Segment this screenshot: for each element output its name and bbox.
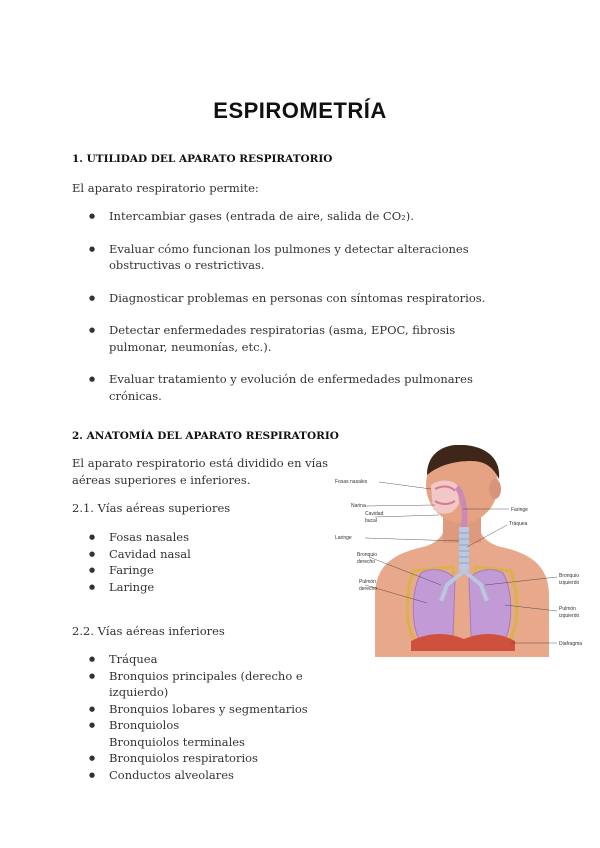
label-bronquio-izquierdo-2: izquierdo: [559, 580, 580, 586]
label-fosas-nasales: Fosas nasales: [335, 479, 368, 485]
list-item: ● Bronquiolos respiratorios: [72, 750, 362, 767]
subsection-upper-heading: 2.1. Vías aéreas superiores: [72, 501, 231, 515]
label-cavidad-bucal: bucal: [365, 518, 377, 524]
lower-airways-list: [72, 651, 362, 783]
page-title: ESPIROMETRÍA: [213, 98, 387, 123]
label-pulmon-derecho-2: derecho: [359, 586, 378, 592]
label-bronquio-izquierdo: Bronquio: [559, 573, 580, 579]
section1-intro: El aparato respiratorio permite:: [72, 181, 259, 195]
label-narina: Narina: [351, 503, 366, 509]
label-traquea: Tráquea: [509, 521, 528, 527]
list-item: ● Detectar enfermedades respiratorias (asma, EPOC, fibrosis pulmonar, neumonías, etc.).: [72, 322, 512, 355]
section2-intro: El aparato respiratorio está dividido en vías aéreas superiores e inferiores.: [72, 456, 329, 487]
list-item: ● Faringe: [72, 562, 332, 579]
label-laringe: Laringe: [335, 535, 352, 541]
respiratory-anatomy-illustration: [335, 445, 587, 657]
list-item: ● Intercambiar gases (entrada de aire, salida de CO₂).: [72, 208, 512, 225]
list-item: ● Evaluar tratamiento y evolución de enfermedades pulmonares crónicas.: [72, 371, 512, 404]
list-item: ● Fosas nasales: [72, 529, 332, 546]
upper-airways-list: [72, 529, 332, 595]
label-bronquio-derecho: Bronquio: [357, 552, 378, 558]
subsection-lower-heading: 2.2. Vías aéreas inferiores: [72, 624, 225, 638]
section2-heading: 2. ANATOMÍA DEL APARATO RESPIRATORIO: [72, 430, 339, 442]
label-pulmon-izquierdo-2: izquierdo: [559, 613, 580, 619]
list-item: Bronquiolos terminales: [109, 734, 245, 749]
list-item: ● Evaluar cómo funcionan los pulmones y detectar alteraciones obstructivas o restrictivas.: [72, 241, 512, 274]
section1-list: [72, 208, 512, 404]
list-item: ● Bronquiolos: [72, 717, 362, 734]
label-bronquio-derecho-2: derecho: [357, 559, 376, 565]
list-item: ● Conductos alveolares: [72, 767, 362, 784]
list-item: ● Bronquios principales (derecho e izquierdo): [72, 668, 362, 701]
label-pulmon-izquierdo: Pulmón: [559, 606, 576, 612]
label-faringe: Faringe: [511, 507, 528, 513]
list-item: ● Tráquea: [72, 651, 362, 668]
list-item: ● Laringe: [72, 579, 332, 596]
label-pulmon-derecho: Pulmón: [359, 579, 376, 585]
label-diafragma: Diafragma: [559, 641, 583, 647]
list-item: ● Cavidad nasal: [72, 546, 332, 563]
label-cavidad: Cavidad: [365, 511, 384, 517]
section1-heading: 1. UTILIDAD DEL APARATO RESPIRATORIO: [72, 153, 333, 165]
list-item: ● Diagnosticar problemas en personas con síntomas respiratorios.: [72, 290, 512, 307]
list-item: ● Bronquios lobares y segmentarios: [72, 701, 362, 718]
